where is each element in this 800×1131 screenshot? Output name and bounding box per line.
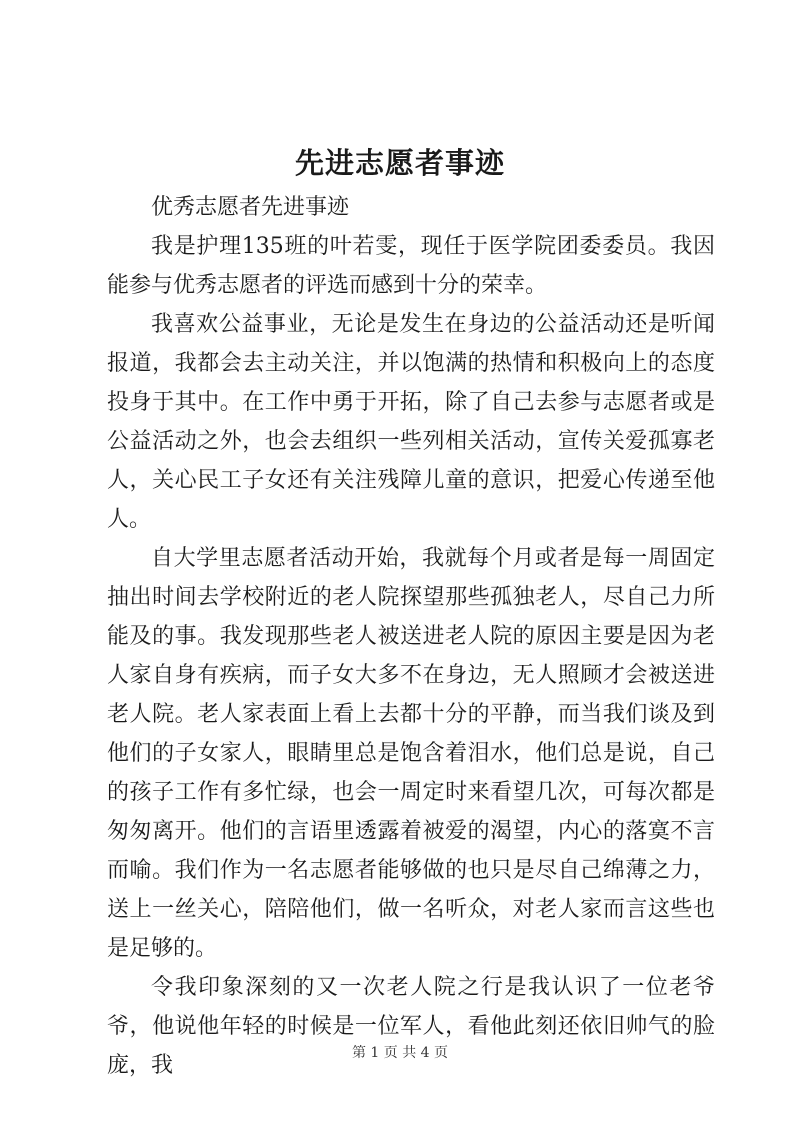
paragraph-nursing-home-visits: 自大学里志愿者活动开始，我就每个月或者是每一周固定抽出时间去学校附近的老人院探望那些孤独老人，尽自己力所能及的事。我发现那些老人被送进老人院的原因主要是因为老人家自身有疾病，而子女大多不在身边，无人照顾才会被送进老人院。老人家表面上看上去都十分的平静，而当我们谈及到他们的子女家人，眼睛里总是饱含着泪水，他们总是说，自己的孩子工作有多忙绿，也会一周定时来看望几次，可每次都是匆匆离开。他们的言语里透露着被爱的渴望，内心的落寞不言而喻。我们作为一名志愿者能够做的也只是尽自己绵薄之力，送上一丝关心，陪陪他们，做一名听众，对老人家而言这些也是足够的。 — [107, 546, 715, 961]
paragraph-intro: 我是护理135班的叶若雯，现任于医学院团委委员。我因能参与优秀志愿者的评选而感到十分的荣幸。 — [107, 234, 715, 298]
page-footer: 第 1 页 共 4 页 — [351, 1045, 449, 1061]
paragraph-public-welfare: 我喜欢公益事业，无论是发生在身边的公益活动还是听闻报道，我都会去主动关注，并以饱满的热情和积极向上的态度投身于其中。在工作中勇于开拓，除了自己去参与志愿者或是公益活动之外，也会去组织一些列相关活动，宣传关爱孤寡老人，关心民工子女还有关注残障儿童的意识，把爱心传递至他人。 — [107, 312, 715, 532]
paragraph-subtitle: 优秀志愿者先进事迹 — [151, 195, 350, 220]
document-title: 先进志愿者事迹 — [294, 146, 505, 180]
paragraph-memorable-visit: 令我印象深刻的又一次老人院之行是我认识了一位老爷爷，他说他年轻的时候是一位军人，看他此刻还依旧帅气的脸庞，我 — [107, 975, 715, 1078]
document-body — [107, 188, 715, 1085]
